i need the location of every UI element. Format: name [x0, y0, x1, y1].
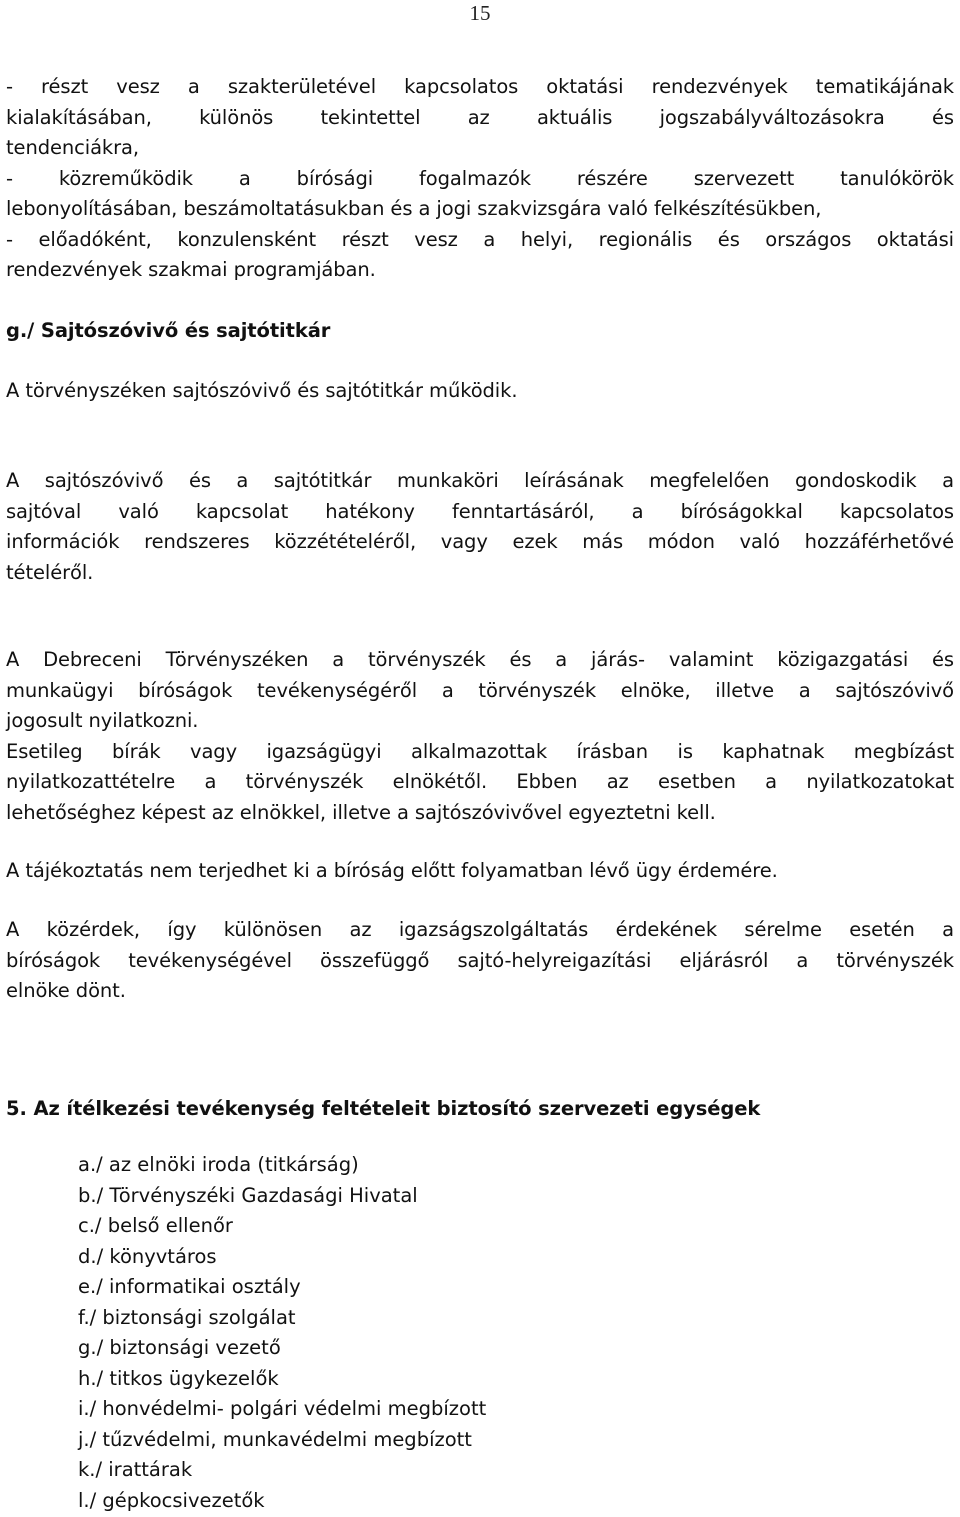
unit-list [78, 1150, 486, 1516]
text-line: nyilatkozattételre a törvényszék elnökétől. Ebben az esetben a nyilatkozatokat [6, 770, 954, 793]
text-line: - előadóként, konzulensként részt vesz a helyi, regionális és országos oktatási [6, 227, 954, 251]
list-item: a./ az elnöki iroda (titkárság) [78, 1153, 359, 1176]
list-item: i./ honvédelmi- polgári védelmi megbízott [78, 1397, 487, 1420]
text-line: tételéről. [6, 560, 94, 584]
section-g-intro: A törvényszéken sajtószóvivő és sajtótitkár működik. [6, 379, 518, 402]
text-line: kialakításában, különös tekintettel az aktuális jogszabályváltozásokra és [6, 105, 954, 129]
list-item: h./ titkos ügykezelők [78, 1366, 279, 1390]
paragraph [6, 466, 954, 588]
text-line: sajtóval való kapcsolat hatékony fenntartásáról, a bíróságokkal kapcsolatos [6, 499, 954, 523]
paragraph [6, 915, 954, 1007]
bullet-item [6, 72, 954, 164]
text-line: lebonyolításában, beszámoltatásukban és a jogi szakvizsgára való felkészítésükben, [6, 197, 822, 220]
section-heading-g: g./ Sajtószóvivő és sajtótitkár [6, 319, 331, 342]
list-item: b./ Törvényszéki Gazdasági Hivatal [78, 1183, 418, 1207]
text-line: munkaügyi bíróságok tevékenységéről a törvényszék elnöke, illetve a sajtószóvivő [6, 678, 954, 702]
bullet-item [6, 225, 954, 286]
text-line: A közérdek, így különösen az igazságszolgáltatás érdekének sérelme esetén a [6, 918, 954, 941]
text-line: - részt vesz a szakterületével kapcsolatos oktatási rendezvények tematikájának [6, 75, 954, 98]
text-line: A Debreceni Törvényszéken a törvényszék és a járás- valamint közigazgatási és [6, 648, 954, 671]
page-number: 15 [469, 1, 491, 25]
text-line: Esetileg bírák vagy igazságügyi alkalmazottak írásban is kaphatnak megbízást [6, 739, 954, 763]
text-line: elnöke dönt. [6, 979, 126, 1002]
section-heading-5: 5. Az ítélkezési tevékenység feltételeit biztosító szervezeti egységek [6, 1097, 761, 1120]
list-item: f./ biztonsági szolgálat [78, 1305, 296, 1329]
bullet-item [6, 164, 954, 225]
list-item: e./ informatikai osztály [78, 1275, 301, 1298]
paragraph [6, 645, 954, 828]
text-line: információk rendszeres közzétételéről, vagy ezek más módon való hozzáférhetővé [6, 530, 954, 553]
text-line: jogosult nyilatkozni. [6, 709, 199, 732]
list-item: j./ tűzvédelmi, munkavédelmi megbízott [78, 1427, 472, 1451]
text-line: - közreműködik a bírósági fogalmazók részére szervezett tanulókörök [6, 166, 954, 190]
list-item: d./ könyvtáros [78, 1244, 217, 1268]
text-line: lehetőséghez képest az elnökkel, illetve a sajtószóvivővel egyeztetni kell. [6, 800, 716, 824]
paragraph: A tájékoztatás nem terjedhet ki a bíróság előtt folyamatban lévő ügy érdemére. [6, 859, 778, 882]
text-line: A sajtószóvivő és a sajtótitkár munkaköri leírásának megfelelően gondoskodik a [6, 469, 954, 492]
text-line: rendezvények szakmai programjában. [6, 258, 376, 281]
text-line: tendenciákra, [6, 136, 139, 159]
bullet-list-top [6, 72, 954, 286]
list-item: c./ belső ellenőr [78, 1214, 233, 1237]
list-item: k./ irattárak [78, 1458, 193, 1481]
list-item: l./ gépkocsivezetők [78, 1488, 265, 1512]
list-item: g./ biztonsági vezető [78, 1336, 281, 1359]
text-line: bíróságok tevékenységével összefüggő sajtó-helyreigazítási eljárásról a törvényszék [6, 948, 954, 972]
